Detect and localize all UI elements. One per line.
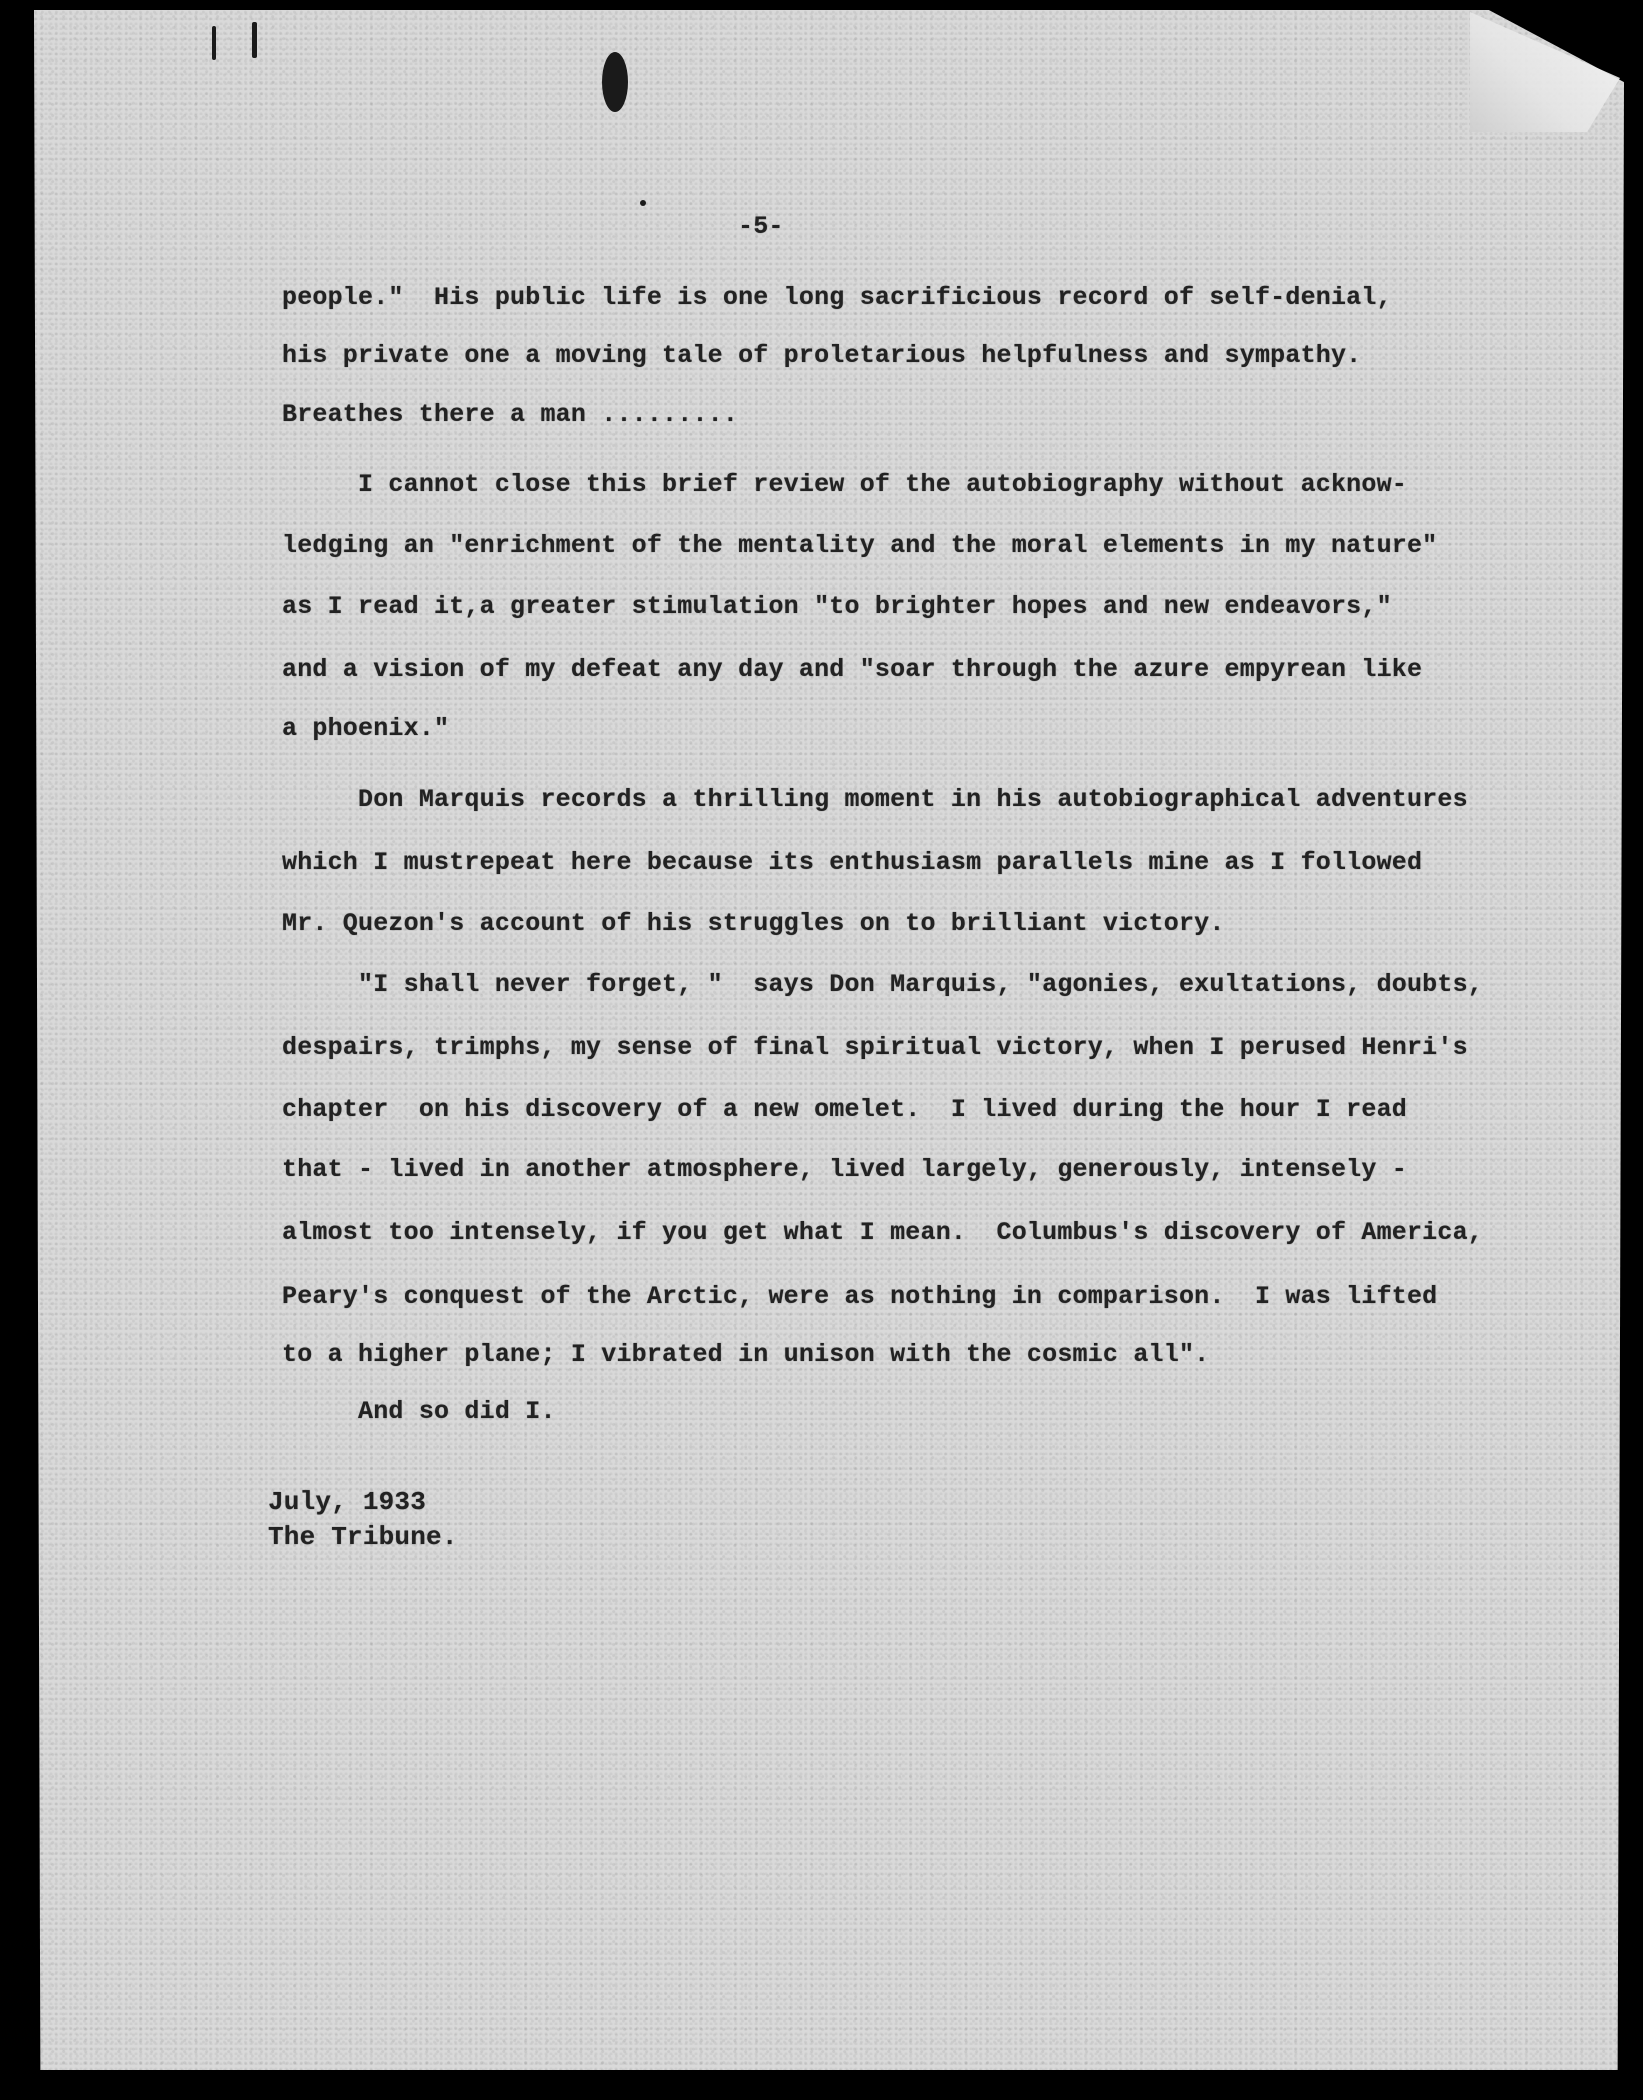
text-line: chapter on his discovery of a new omelet. I lived during the hour I read	[282, 1095, 1407, 1124]
signoff-date: July, 1933	[268, 1487, 427, 1517]
text-line: his private one a moving tale of proletarious helpfulness and sympathy.	[282, 341, 1362, 370]
text-line: Don Marquis records a thrilling moment in his autobiographical adventures	[282, 785, 1468, 814]
text-line: Mr. Quezon's account of his struggles on to brilliant victory.	[282, 909, 1225, 938]
text-line: to a higher plane; I vibrated in unison with the cosmic all".	[282, 1340, 1210, 1369]
text-line: Breathes there a man .........	[282, 400, 739, 429]
text-line: "I shall never forget, " says Don Marquis, "agonies, exultations, doubts,	[282, 970, 1483, 999]
text-line: Peary's conquest of the Arctic, were as nothing in comparison. I was lifted	[282, 1282, 1438, 1311]
ink-smudge	[602, 52, 628, 112]
text-line: I cannot close this brief review of the autobiography without acknow-	[282, 470, 1407, 499]
page-number: -5-	[738, 212, 784, 241]
ink-speck	[212, 26, 216, 60]
folded-corner	[1470, 12, 1620, 132]
ink-speck	[252, 22, 257, 58]
text-line: ledging an "enrichment of the mentality and the moral elements in my nature"	[282, 531, 1438, 560]
text-line: despairs, trimphs, my sense of final spiritual victory, when I perused Henri's	[282, 1033, 1468, 1062]
text-line: which I mustrepeat here because its enthusiasm parallels mine as I followed	[282, 848, 1423, 877]
text-line: And so did I.	[282, 1397, 556, 1426]
text-line: people." His public life is one long sacrificious record of self-denial,	[282, 283, 1392, 312]
text-line: almost too intensely, if you get what I mean. Columbus's discovery of America,	[282, 1218, 1483, 1247]
text-line: that - lived in another atmosphere, lived largely, generously, intensely -	[282, 1155, 1407, 1184]
text-line: and a vision of my defeat any day and "soar through the azure empyrean like	[282, 655, 1423, 684]
ink-speck	[640, 200, 646, 206]
text-line: as I read it,a greater stimulation "to brighter hopes and new endeavors,"	[282, 592, 1392, 621]
text-line: a phoenix."	[282, 714, 450, 743]
signoff-publication: The Tribune.	[268, 1522, 458, 1552]
